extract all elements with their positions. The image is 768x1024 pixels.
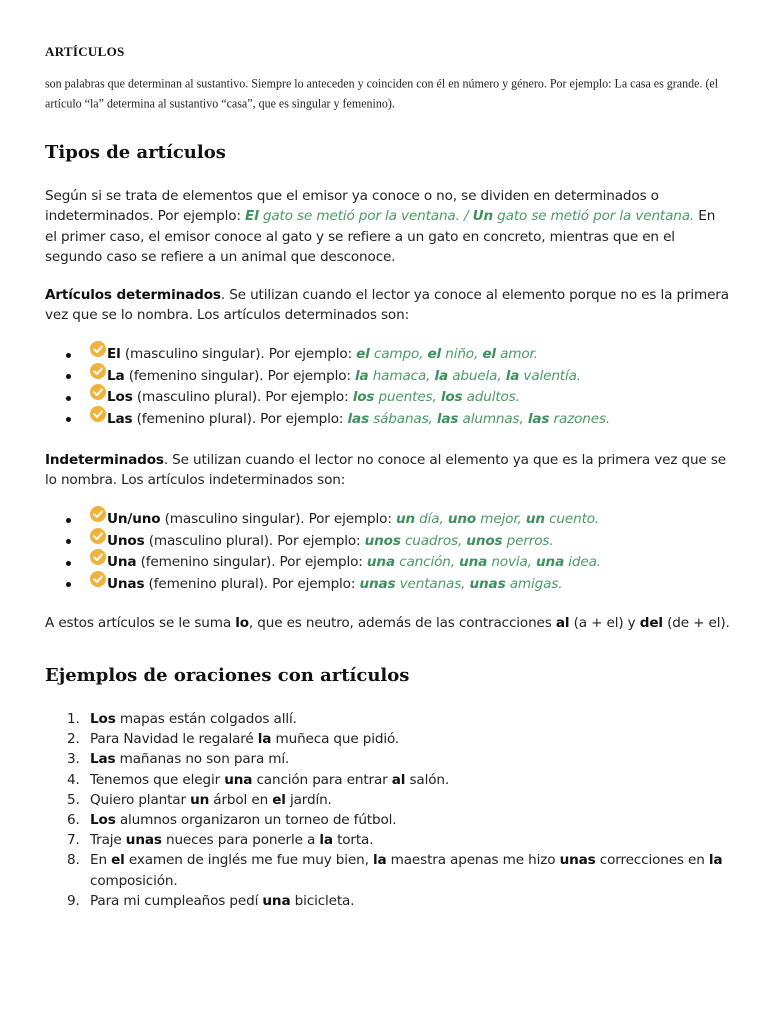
sentence-text: En	[90, 852, 112, 869]
sentence-text: bicicleta.	[290, 892, 355, 909]
example-article: el	[356, 346, 370, 362]
example-rest: gato se metió por la ventana.	[492, 208, 695, 225]
example-article: el	[482, 346, 496, 362]
example-word: canción,	[399, 554, 455, 571]
list-number: 3.	[67, 751, 80, 768]
list-number: 9.	[67, 892, 80, 909]
example-article: una	[366, 554, 395, 571]
check-circle-icon	[90, 406, 106, 422]
sentence-text: Para mi cumpleaños pedí	[90, 892, 263, 909]
bullet-dot	[66, 518, 71, 523]
example-article: una	[459, 554, 488, 571]
example-article: las	[527, 410, 550, 427]
example-article: las	[347, 410, 370, 427]
example-word: alumnas,	[462, 410, 524, 427]
article-highlight: una	[224, 771, 253, 788]
example-article: un	[525, 511, 545, 527]
article-highlight: Las	[90, 751, 116, 768]
ejemplo-item	[45, 830, 735, 850]
sentence-text: canción para entrar	[252, 771, 392, 788]
check-circle-icon	[90, 528, 106, 544]
indeterminados-paragraph	[45, 450, 730, 491]
example-word: amigas.	[509, 575, 563, 592]
sentence-text: correcciones en	[595, 852, 709, 869]
determinados-item	[45, 409, 610, 431]
example-word: abuela,	[452, 367, 502, 384]
list-number: 7.	[67, 832, 80, 849]
neutro-text: (a + el) y	[569, 615, 640, 631]
article-description: (femenino singular). Por ejemplo:	[124, 367, 355, 384]
bullet-dot	[66, 582, 71, 587]
bullet-dot	[66, 396, 71, 401]
article-highlight: una	[262, 892, 291, 909]
check-circle-icon	[90, 506, 106, 522]
article-name: La	[107, 367, 125, 384]
neutro-text: A estos artículos se le suma	[45, 615, 236, 631]
article-highlight: la	[257, 731, 272, 748]
article-name: Un/uno	[107, 511, 161, 527]
example-article: unas	[469, 575, 506, 592]
sentence-text: árbol en	[209, 791, 273, 808]
ejemplos-list	[45, 709, 735, 911]
article-name: Unos	[107, 532, 145, 549]
indeterminados-title: Indeterminados	[45, 452, 164, 468]
example-word: novia,	[491, 554, 532, 571]
sentence-text: composición.	[90, 872, 178, 889]
tipos-paragraph	[45, 186, 730, 267]
article-highlight: al	[391, 771, 406, 788]
example-article: la	[434, 367, 449, 384]
indeterminados-list	[45, 509, 601, 595]
sentence-text: Quiero plantar	[90, 791, 191, 808]
determinados-item	[45, 387, 610, 409]
example-article: la	[505, 367, 520, 384]
neutro-text: (de + el).	[662, 615, 730, 631]
ejemplo-item	[45, 749, 735, 769]
neutro-al: al	[555, 615, 570, 631]
example-article: unos	[364, 532, 401, 549]
example-article: el	[427, 346, 442, 362]
example-article: uno	[447, 511, 477, 527]
sentence-text: muñeca que pidió.	[271, 731, 400, 748]
article-description: (masculino plural). Por ejemplo:	[144, 532, 365, 549]
ejemplo-item	[45, 850, 735, 890]
bullet-dot	[66, 539, 71, 544]
example-article: El	[245, 208, 259, 225]
sentence-text: alumnos organizaron un torneo de fútbol.	[115, 812, 397, 829]
article-name: Los	[107, 389, 133, 406]
sentence-text: mapas están colgados allí.	[115, 711, 297, 727]
sentence-text: Para Navidad le regalaré	[90, 731, 258, 748]
check-circle-icon	[90, 363, 106, 379]
article-highlight: el	[272, 791, 286, 808]
article-highlight: la	[708, 852, 723, 869]
determinados-list	[45, 344, 610, 430]
bullet-dot	[66, 353, 71, 358]
neutro-text: , que es neutro, además de las contracciones	[248, 615, 556, 631]
article-name: El	[107, 346, 121, 362]
indeterminados-item	[45, 574, 601, 596]
tipos-text-a: Según si se trata de elementos que el emisor ya conoce o no, se dividen en determinados o indeterminados. Por ejemplo:	[45, 188, 659, 225]
example-word: niño,	[445, 346, 479, 362]
neutro-lo: lo	[235, 615, 249, 631]
sentence-text: Traje	[90, 832, 126, 849]
example-word: razones.	[553, 410, 611, 427]
example-word: perros.	[506, 532, 554, 549]
sentence-text: salón.	[405, 771, 449, 788]
article-highlight: unas	[125, 832, 162, 849]
check-circle-icon	[90, 549, 106, 565]
list-number: 4.	[67, 771, 80, 788]
neutro-paragraph	[45, 613, 730, 633]
indeterminados-item	[45, 552, 601, 574]
article-highlight: la	[372, 852, 387, 869]
determinados-paragraph	[45, 285, 730, 326]
article-description: (masculino singular). Por ejemplo:	[120, 346, 357, 362]
sentence-text: jardín.	[285, 791, 332, 808]
example-article: un	[395, 511, 415, 527]
sentence-text: torta.	[332, 832, 374, 849]
sentence-text: examen de inglés me fue muy bien,	[124, 852, 373, 869]
section-heading-ejemplos: Ejemplos de oraciones con artículos	[45, 665, 410, 686]
article-highlight: el	[111, 852, 125, 869]
ejemplo-item	[45, 770, 735, 790]
determinados-item	[45, 344, 610, 366]
article-description: (masculino plural). Por ejemplo:	[132, 389, 353, 406]
list-number: 1.	[67, 711, 80, 727]
check-circle-icon	[90, 341, 106, 357]
check-circle-icon	[90, 571, 106, 587]
example-rest: gato se metió por la ventana. /	[258, 208, 473, 225]
sentence-text: mañanas no son para mí.	[115, 751, 290, 768]
list-number: 2.	[67, 731, 80, 748]
ejemplo-item	[45, 891, 735, 911]
check-circle-icon	[90, 384, 106, 400]
example-word: puentes,	[378, 389, 437, 406]
sentence-text: nueces para ponerle a	[161, 832, 320, 849]
list-number: 6.	[67, 812, 80, 829]
example-word: idea.	[568, 554, 601, 571]
example-word: cuento.	[549, 511, 600, 527]
example-sentence-1	[245, 208, 694, 224]
list-number: 5.	[67, 791, 80, 808]
bullet-dot	[66, 561, 71, 566]
example-word: campo,	[373, 346, 424, 362]
indeterminados-item	[45, 509, 601, 531]
sentence-text: maestra apenas me hizo	[386, 852, 560, 869]
article-name: Unas	[107, 575, 145, 592]
article-description: (femenino plural). Por ejemplo:	[132, 410, 348, 427]
example-article: una	[536, 554, 565, 571]
example-word: adultos.	[466, 389, 520, 406]
example-article: la	[355, 367, 369, 384]
indeterminados-item	[45, 531, 601, 553]
determinados-title: Artículos determinados	[45, 287, 221, 303]
example-article: Un	[472, 208, 493, 225]
example-article: unas	[359, 575, 396, 592]
list-number: 8.	[67, 852, 80, 869]
article-description: (femenino singular). Por ejemplo:	[136, 554, 367, 571]
section-heading-tipos: Tipos de artículos	[45, 142, 226, 163]
sentence-text: Tenemos que elegir	[90, 771, 225, 788]
ejemplo-item	[45, 790, 735, 810]
example-word: cuadros,	[404, 532, 463, 549]
example-word: mejor,	[480, 511, 522, 527]
intro-paragraph: son palabras que determinan al sustantivo. Siempre lo anteceden y coinciden con él en número y género. Por ejemplo: La casa es grande. (el artículo “la” determina al sustantivo “casa”, que es singular y femenino).	[45, 76, 719, 111]
article-highlight: un	[190, 791, 210, 808]
article-highlight: la	[319, 832, 333, 849]
example-article: los	[440, 389, 463, 406]
example-article: unos	[466, 532, 503, 549]
tipos-text-c: En el primer caso, el emisor conoce al gato y se refiere a un gato en concreto, mientras que en el segundo caso se refiere a un animal que desconoce.	[45, 208, 716, 265]
example-article: las	[436, 410, 459, 427]
neutro-del: del	[639, 615, 663, 631]
example-word: día,	[419, 511, 444, 527]
ejemplo-item	[45, 709, 735, 729]
ejemplo-item	[45, 810, 735, 830]
example-word: ventanas,	[399, 575, 466, 592]
determinados-text: . Se utilizan cuando el lector ya conoce al elemento porque no es la primera vez que se lo nombra. Los artículos determinados son:	[45, 287, 729, 324]
determinados-item	[45, 366, 610, 388]
article-highlight: Los	[90, 812, 116, 829]
example-word: sábanas,	[373, 410, 433, 427]
article-highlight: Los	[90, 711, 116, 727]
example-word: amor.	[500, 346, 538, 362]
ejemplo-item	[45, 729, 735, 749]
article-description: (femenino plural). Por ejemplo:	[144, 575, 360, 592]
document-title: ARTÍCULOS	[45, 44, 125, 59]
bullet-dot	[66, 417, 71, 422]
article-highlight: unas	[559, 852, 596, 869]
example-word: hamaca,	[372, 367, 431, 384]
bullet-dot	[66, 374, 71, 379]
indeterminados-text: . Se utilizan cuando el lector no conoce al elemento ya que es la primera vez que se lo nombra. Los artículos indeterminados son:	[45, 452, 726, 489]
article-description: (masculino singular). Por ejemplo:	[160, 511, 396, 527]
article-name: Las	[107, 410, 133, 427]
article-name: Una	[107, 554, 137, 571]
example-article: los	[352, 389, 375, 406]
example-word: valentía.	[523, 367, 581, 384]
